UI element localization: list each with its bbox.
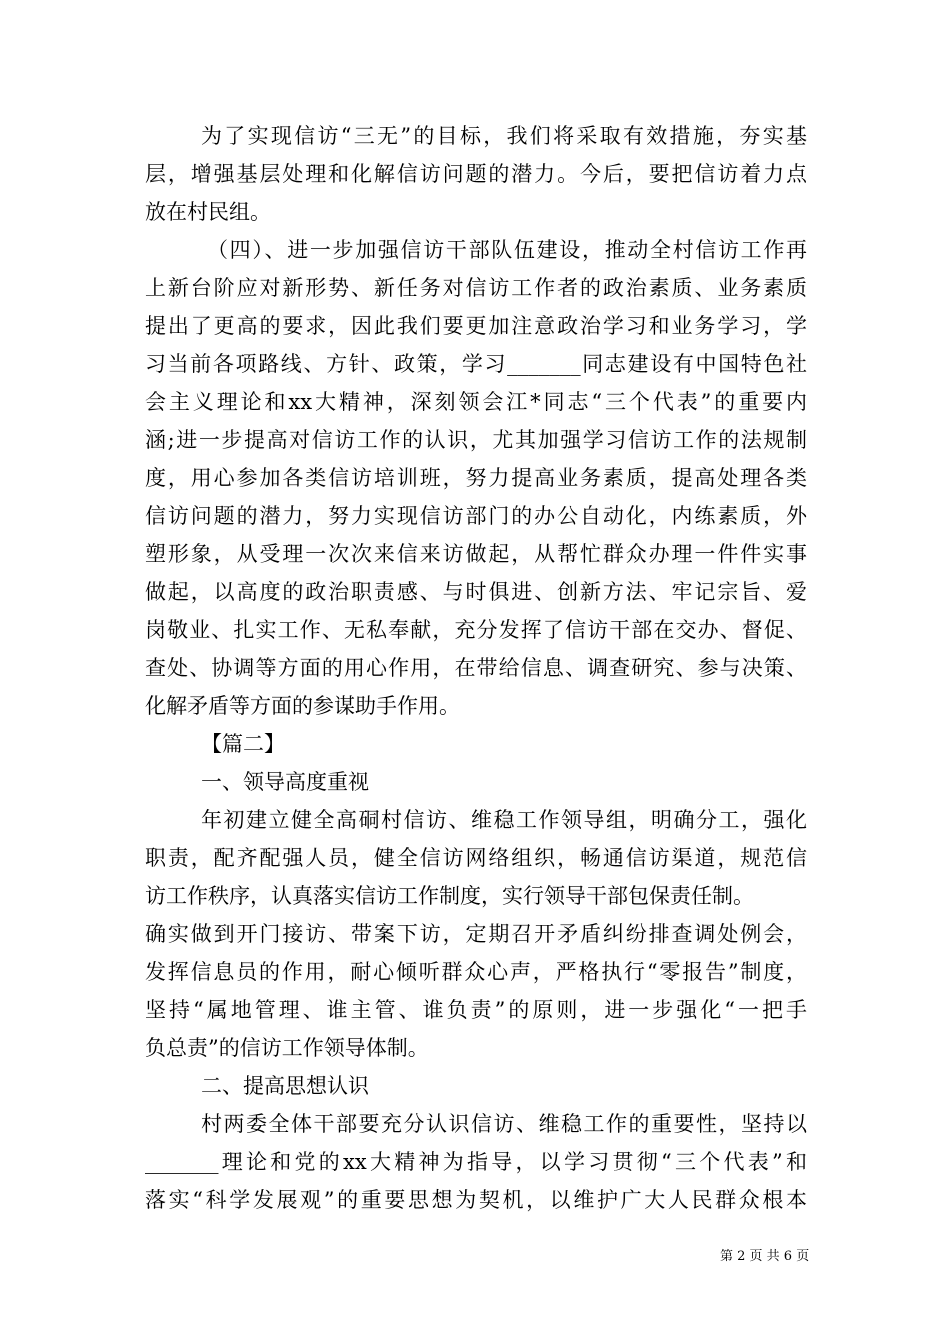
- paragraph-leadership: [145, 801, 807, 1067]
- page-number-footer: 第 2 页 共 6 页: [720, 1249, 810, 1264]
- text-line: 度，用心参加各类信访培训班，努力提高业务素质，提高处理各类: [145, 466, 807, 490]
- text-line: 化解矛盾等方面的参谋助手作用。: [145, 694, 460, 718]
- heading-awareness: [145, 1067, 807, 1105]
- heading-leadership: [145, 763, 807, 801]
- text-line: _______理论和党的xx大精神为指导，以学习贯彻“三个代表”和: [145, 1150, 807, 1174]
- text-line: 【篇二】: [201, 732, 285, 756]
- text-line: 发挥信息员的作用，耐心倾听群众心声，严格执行“零报告”制度，: [145, 960, 807, 984]
- paragraph-awareness: [145, 1105, 807, 1219]
- paragraph-section-four: [145, 231, 807, 725]
- text-line: 访工作秩序，认真落实信访工作制度，实行领导干部包保责任制。: [145, 884, 754, 908]
- text-line: 查处、协调等方面的用心作用，在带给信息、调查研究、参与决策、: [145, 656, 807, 680]
- text-line: 上新台阶应对新形势、新任务对信访工作者的政治素质、业务素质: [145, 276, 807, 300]
- text-line: 负总责”的信访工作领导体制。: [145, 1036, 429, 1060]
- text-line: 涵;进一步提高对信访工作的认识，尤其加强学习信访工作的法规制: [145, 428, 807, 452]
- text-line: 二、提高思想认识: [201, 1074, 369, 1098]
- text-line: 坚持“属地管理、谁主管、谁负责”的原则，进一步强化“一把手: [145, 998, 807, 1022]
- text-line: 一、领导高度重视: [201, 770, 369, 794]
- text-line: 村两委全体干部要充分认识信访、维稳工作的重要性，坚持以: [201, 1112, 807, 1136]
- text-line: （四）、进一步加强信访干部队伍建设，推动全村信访工作再: [207, 238, 807, 262]
- section-heading-part-two: [145, 725, 807, 763]
- text-line: 确实做到开门接访、带案下访，定期召开矛盾纠纷排查调处例会，: [145, 922, 807, 946]
- text-line: 习当前各项路线、方针、政策，学习_______同志建设有中国特色社: [145, 352, 807, 376]
- text-line: 岗敬业、扎实工作、无私奉献，充分发挥了信访干部在交办、督促、: [145, 618, 807, 642]
- document-body: [145, 117, 807, 1219]
- text-line: 落实“科学发展观”的重要思想为契机，以维护广大人民群众根本: [145, 1188, 807, 1212]
- text-line: 职责，配齐配强人员，健全信访网络组织，畅通信访渠道，规范信: [145, 846, 807, 870]
- text-line: 会主义理论和xx大精神，深刻领会江*同志“三个代表”的重要内: [145, 390, 807, 414]
- text-line: 提出了更高的要求，因此我们要更加注意政治学习和业务学习，学: [145, 314, 807, 338]
- text-line: 信访问题的潜力，努力实现信访部门的办公自动化，内练素质，外: [145, 504, 807, 528]
- text-line: 层，增强基层处理和化解信访问题的潜力。今后，要把信访着力点: [145, 162, 807, 186]
- text-line: 年初建立健全高硐村信访、维稳工作领导组，明确分工，强化: [201, 808, 807, 832]
- text-line: 做起，以高度的政治职责感、与时俱进、创新方法、牢记宗旨、爱: [145, 580, 807, 604]
- text-line: 为了实现信访“三无”的目标，我们将采取有效措施，夯实基: [201, 124, 807, 148]
- text-line: 放在村民组。: [145, 200, 271, 224]
- text-line: 塑形象，从受理一次次来信来访做起，从帮忙群众办理一件件实事: [145, 542, 807, 566]
- paragraph-goal: [145, 117, 807, 231]
